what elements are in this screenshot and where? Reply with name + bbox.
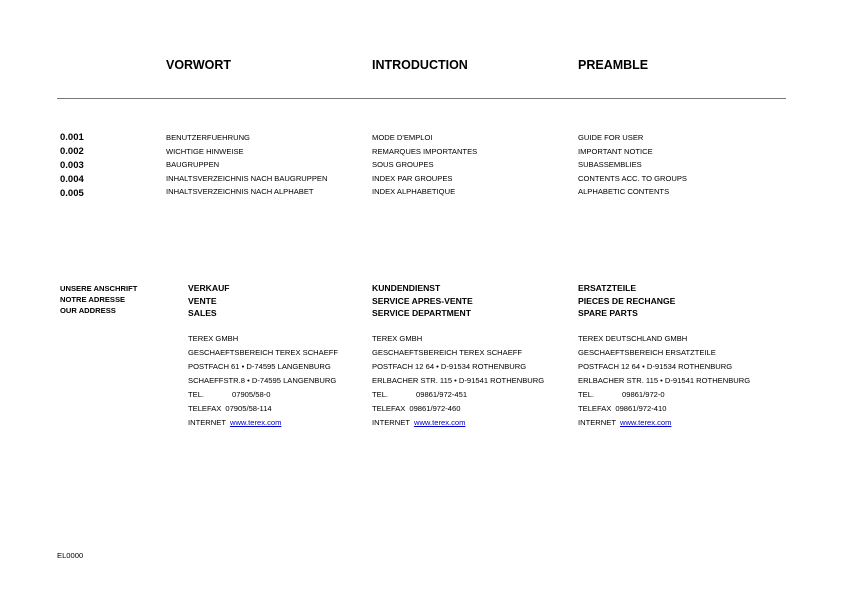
- postbox-address: POSTFACH 12 64 • D-91534 ROTHENBURG: [578, 362, 733, 371]
- fax-label: TELEFAX: [188, 404, 222, 413]
- department-title: SPARE PARTS: [578, 308, 638, 318]
- street-address: ERLBACHER STR. 115 • D-91541 ROTHENBURG: [578, 376, 751, 385]
- company-name: TEREX DEUTSCHLAND GMBH: [578, 334, 688, 343]
- telephone-line: [372, 390, 467, 399]
- contents-number: 0.002: [60, 146, 84, 157]
- contents-en: SUBASSEMBLIES: [578, 160, 642, 169]
- contents-number: 0.005: [60, 188, 84, 199]
- footer-page-code: EL0000: [57, 551, 84, 560]
- contents-fr: INDEX ALPHABETIQUE: [372, 187, 456, 196]
- fax-number: 09861/972-410: [615, 404, 667, 413]
- postbox-address: POSTFACH 12 64 • D-91534 ROTHENBURG: [372, 362, 527, 371]
- contents-de: INHALTSVERZEICHNIS NACH ALPHABET: [166, 187, 314, 196]
- address-label-de: UNSERE ANSCHRIFT: [60, 284, 138, 293]
- contents-number: 0.003: [60, 160, 84, 171]
- contents-number: 0.001: [60, 132, 84, 143]
- fax-label: TELEFAX: [372, 404, 406, 413]
- internet-label: INTERNET: [372, 418, 410, 427]
- contents-fr: INDEX PAR GROUPES: [372, 174, 453, 183]
- contents-de: BENUTZERFUEHRUNG: [166, 133, 250, 142]
- website-link[interactable]: www.terex.com: [413, 418, 466, 427]
- division-name: GESCHAEFTSBEREICH TEREX SCHAEFF: [188, 348, 339, 357]
- contents-number: 0.004: [60, 174, 84, 185]
- company-name: TEREX GMBH: [372, 334, 423, 343]
- contents-en: IMPORTANT NOTICE: [578, 147, 653, 156]
- internet-line: [372, 418, 465, 427]
- telephone-label: TEL.: [372, 390, 389, 399]
- internet-label: INTERNET: [188, 418, 226, 427]
- contents-en: CONTENTS ACC. TO GROUPS: [578, 174, 688, 183]
- website-link[interactable]: www.terex.com: [229, 418, 282, 427]
- address-label-fr: NOTRE ADRESSE: [60, 295, 126, 304]
- telephone-number: 09861/972-0: [622, 390, 665, 399]
- contents-en: ALPHABETIC CONTENTS: [578, 187, 670, 196]
- website-link[interactable]: www.terex.com: [619, 418, 672, 427]
- header-divider: [57, 98, 786, 99]
- division-name: GESCHAEFTSBEREICH TEREX SCHAEFF: [372, 348, 523, 357]
- department-title: KUNDENDIENST: [372, 283, 441, 293]
- department-title: PIECES DE RECHANGE: [578, 296, 676, 306]
- telephone-label: TEL.: [188, 390, 205, 399]
- contents-de: INHALTSVERZEICHNIS NACH BAUGRUPPEN: [166, 174, 328, 183]
- fax-number: 09861/972-460: [409, 404, 461, 413]
- street-address: SCHAEFFSTR.8 • D-74595 LANGENBURG: [188, 376, 337, 385]
- division-name: GESCHAEFTSBEREICH ERSATZTEILE: [578, 348, 716, 357]
- internet-label: INTERNET: [578, 418, 616, 427]
- contents-de: WICHTIGE HINWEISE: [166, 147, 244, 156]
- postbox-address: POSTFACH 61 • D-74595 LANGENBURG: [188, 362, 331, 371]
- header-introduction: INTRODUCTION: [372, 58, 468, 72]
- telephone-label: TEL.: [578, 390, 595, 399]
- telephone-line: [578, 390, 665, 399]
- fax-number: 07905/58-114: [225, 404, 272, 413]
- contents-fr: SOUS GROUPES: [372, 160, 434, 169]
- department-title: SERVICE APRES-VENTE: [372, 296, 473, 306]
- street-address: ERLBACHER STR. 115 • D-91541 ROTHENBURG: [372, 376, 545, 385]
- telephone-number: 07905/58-0: [232, 390, 271, 399]
- fax-line: [372, 404, 460, 413]
- address-label-en: OUR ADDRESS: [60, 306, 116, 315]
- fax-line: [188, 404, 272, 413]
- company-name: TEREX GMBH: [188, 334, 239, 343]
- department-title: VENTE: [188, 296, 217, 306]
- contents-en: GUIDE FOR USER: [578, 133, 644, 142]
- telephone-line: [188, 390, 270, 399]
- fax-line: [578, 404, 666, 413]
- department-title: SALES: [188, 308, 217, 318]
- contents-fr: MODE D'EMPLOI: [372, 133, 433, 142]
- internet-line: [188, 418, 281, 427]
- internet-line: [578, 418, 671, 427]
- contents-fr: REMARQUES IMPORTANTES: [372, 147, 478, 156]
- department-title: ERSATZTEILE: [578, 283, 637, 293]
- contents-de: BAUGRUPPEN: [166, 160, 220, 169]
- header-preamble: PREAMBLE: [578, 58, 649, 72]
- telephone-number: 09861/972-451: [416, 390, 468, 399]
- department-title: VERKAUF: [188, 283, 230, 293]
- department-title: SERVICE DEPARTMENT: [372, 308, 471, 318]
- fax-label: TELEFAX: [578, 404, 612, 413]
- header-vorwort: VORWORT: [166, 58, 232, 72]
